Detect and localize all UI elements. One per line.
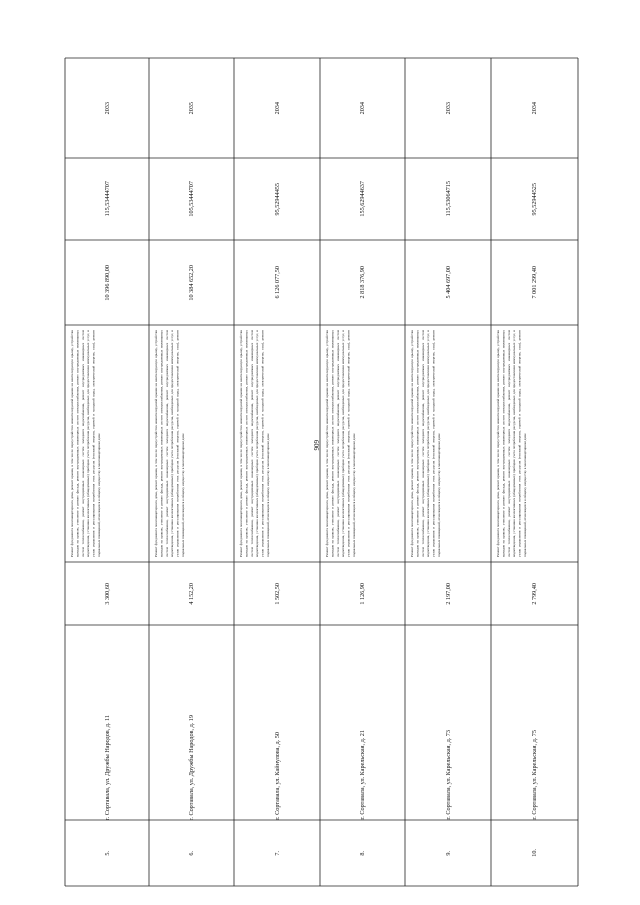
cell-total-cost — [491, 240, 578, 325]
unit-cost-text: 105,53444707 — [188, 181, 195, 217]
cell-row-number — [149, 820, 234, 886]
area-text: 1 126,90 — [359, 582, 366, 605]
cell-address — [320, 625, 405, 820]
cell-total-cost — [234, 240, 320, 325]
cell-area — [491, 562, 578, 625]
year-text: 2033 — [444, 101, 452, 115]
total-cost-text: 10 384 652,20 — [188, 264, 195, 301]
cell-unit-cost — [149, 158, 234, 240]
cell-year — [320, 58, 405, 158]
total-cost-text: 10 396 890,00 — [103, 264, 111, 301]
cell-year — [65, 58, 149, 158]
cell-address — [491, 625, 578, 820]
cell-address — [234, 625, 320, 820]
total-cost-text: 6 126 077,50 — [273, 266, 281, 299]
cell-area — [65, 562, 149, 625]
row-number-text: 6. — [188, 850, 195, 856]
cell-row-number — [65, 820, 149, 886]
cell-row-number — [491, 820, 578, 886]
cell-works-description — [320, 325, 405, 562]
cell-address — [149, 625, 234, 820]
total-cost-text: 2 818 376,90 — [359, 266, 366, 299]
unit-cost-text: 155,62944637 — [359, 181, 366, 217]
cell-unit-cost — [405, 158, 491, 240]
area-text: 3 300,60 — [103, 582, 111, 605]
unit-cost-text: 95,52944455 — [273, 182, 281, 216]
cell-works-description — [65, 325, 149, 562]
year-text: 2035 — [188, 101, 195, 115]
works-description-text: Ремонт фундамента многоквартирного дома, ремонт крыши, в том числе переустройство невентилируемой крыши на вентилируемую крышу, устройство выходов на кровлю, утепление и ремонт фасада, ремонт внутридомовых инженерных систем электроснабжения, ремонт внутридомовых инженерных систем теплоснабжения, ремонт внутридомовых инженерных систем холодного водоснабжения, ремонт внутридомовых инженерных систем водоотведения, установка коллективных (общедомовых) приборов учета потребления ресурсов, необходимых для предоставления коммунальных услуг, и узлов управления и регулирования потребления этих ресурсов (тепловой энергии, горячей и холодной воды, электрической энергии, газа), ремонт подвальных помещений, относящихся к общему имуществу в многоквартирном доме — [154, 330, 186, 557]
cell-year — [491, 58, 578, 158]
address-text: г. Сортавала, ул. Кайнулова, д. 50 — [273, 732, 281, 820]
year-text: 2034 — [531, 101, 538, 115]
year-text: 2033 — [103, 101, 111, 115]
area-text: 4 152,20 — [188, 582, 195, 605]
works-description-text: Ремонт фундамента многоквартирного дома, ремонт крыши, в том числе переустройство невентилируемой крыши на вентилируемую крышу, устройство выходов на кровлю, утепление и ремонт фасада, ремонт внутридомовых инженерных систем электроснабжения, ремонт внутридомовых инженерных систем теплоснабжения, ремонт внутридомовых инженерных систем холодного водоснабжения, ремонт внутридомовых инженерных систем водоотведения, установка коллективных (общедомовых) приборов учета потребления ресурсов, необходимых для предоставления коммунальных услуг, и узлов управления и регулирования потребления этих ресурсов (тепловой энергии, горячей и холодной воды, электрической энергии, газа), ремонт подвальных помещений, относящихся к общему имуществу в многоквартирном доме — [239, 330, 271, 557]
works-description-text: Ремонт фундамента многоквартирного дома, ремонт крыши, в том числе переустройство невентилируемой крыши на вентилируемую крышу, устройство выходов на кровлю, утепление и ремонт фасада, ремонт внутридомовых инженерных систем электроснабжения, ремонт внутридомовых инженерных систем теплоснабжения, ремонт внутридомовых инженерных систем холодного водоснабжения, ремонт внутридомовых инженерных систем водоотведения, установка коллективных (общедомовых) приборов учета потребления ресурсов, необходимых для предоставления коммунальных услуг, и узлов управления и регулирования потребления этих ресурсов (тепловой энергии, горячей и холодной воды, электрической энергии, газа), ремонт подвальных помещений, относящихся к общему имуществу в многоквартирном доме — [496, 330, 528, 557]
cell-total-cost — [320, 240, 405, 325]
page-number: 909 — [313, 440, 321, 451]
cell-area — [405, 562, 491, 625]
address-text: г. Сортавала, ул. Карельская, д. 21 — [359, 730, 366, 820]
cell-row-number — [320, 820, 405, 886]
year-text: 2034 — [273, 101, 281, 115]
area-text: 2 197,00 — [444, 582, 452, 605]
cell-total-cost — [405, 240, 491, 325]
address-text: г. Сортавала, ул. Карельская, д. 75 — [531, 730, 538, 820]
cell-works-description — [234, 325, 320, 562]
cell-area — [234, 562, 320, 625]
cell-unit-cost — [491, 158, 578, 240]
cell-total-cost — [65, 240, 149, 325]
row-number-text: 7. — [273, 850, 281, 856]
cell-row-number — [234, 820, 320, 886]
cell-unit-cost — [320, 158, 405, 240]
unit-cost-text: 115,53064715 — [444, 181, 452, 217]
cell-works-description — [405, 325, 491, 562]
cell-unit-cost — [234, 158, 320, 240]
row-number-text: 8. — [359, 850, 366, 856]
works-description-text: Ремонт фундамента многоквартирного дома, ремонт крыши, в том числе переустройство невентилируемой крыши на вентилируемую крышу, устройство выходов на кровлю, утепление и ремонт фасада, ремонт внутридомовых инженерных систем электроснабжения, ремонт внутридомовых инженерных систем теплоснабжения, ремонт внутридомовых инженерных систем холодного водоснабжения, ремонт внутридомовых инженерных систем водоотведения, установка коллективных (общедомовых) приборов учета потребления ресурсов, необходимых для предоставления коммунальных услуг, и узлов управления и регулирования потребления этих ресурсов (тепловой энергии, горячей и холодной воды, электрической энергии, газа), ремонт подвальных помещений, относящихся к общему имуществу в многоквартирном доме — [410, 330, 442, 557]
cell-unit-cost — [65, 158, 149, 240]
area-text: 1 502,50 — [273, 582, 281, 605]
cell-works-description — [149, 325, 234, 562]
total-cost-text: 5 404 697,00 — [444, 266, 452, 299]
works-description-text: Ремонт фундамента многоквартирного дома, ремонт крыши, в том числе переустройство невентилируемой крыши на вентилируемую крышу, устройство выходов на кровлю, утепление и ремонт фасада, ремонт внутридомовых инженерных систем электроснабжения, ремонт внутридомовых инженерных систем теплоснабжения, ремонт внутридомовых инженерных систем холодного водоснабжения, ремонт внутридомовых инженерных систем водоотведения, установка коллективных (общедомовых) приборов учета потребления ресурсов, необходимых для предоставления коммунальных услуг, и узлов управления и регулирования потребления этих ресурсов (тепловой энергии, горячей и холодной воды, электрической энергии, газа), ремонт подвальных помещений, относящихся к общему имуществу в многоквартирном доме — [325, 330, 357, 557]
cell-address — [405, 625, 491, 820]
address-text: г. Сортавала, ул. Дружбы Народов, д. 11 — [103, 714, 111, 820]
total-cost-text: 7 001 299,40 — [531, 266, 538, 299]
works-description-text: Ремонт фундамента многоквартирного дома, ремонт крыши, в том числе переустройство невентилируемой крыши на вентилируемую крышу, устройство выходов на кровлю, утепление и ремонт фасада, ремонт внутридомовых инженерных систем электроснабжения, ремонт внутридомовых инженерных систем теплоснабжения, ремонт внутридомовых инженерных систем холодного водоснабжения, ремонт внутридомовых инженерных систем водоотведения, установка коллективных (общедомовых) приборов учета потребления ресурсов, необходимых для предоставления коммунальных услуг, и узлов управления и регулирования потребления этих ресурсов (тепловой энергии, горячей и холодной воды, электрической энергии, газа), ремонт подвальных помещений, относящихся к общему имуществу в многоквартирном доме — [70, 330, 102, 557]
cell-total-cost — [149, 240, 234, 325]
address-text: г. Сортавала, ул. Карельская, д. 73 — [444, 730, 452, 820]
row-number-text: 9. — [444, 850, 452, 856]
row-number-text: 5. — [103, 850, 111, 856]
cell-year — [234, 58, 320, 158]
cell-address — [65, 625, 149, 820]
cell-year — [405, 58, 491, 158]
year-text: 2034 — [359, 101, 366, 115]
cell-area — [149, 562, 234, 625]
unit-cost-text: 115,53444707 — [103, 181, 111, 217]
area-text: 2 799,40 — [531, 582, 538, 605]
address-text: г. Сортавала, ул. Дружбы Народов, д. 19 — [188, 714, 195, 820]
cell-works-description — [491, 325, 578, 562]
row-number-text: 10. — [531, 849, 538, 857]
unit-cost-text: 95,52944525 — [531, 182, 538, 216]
cell-area — [320, 562, 405, 625]
cell-year — [149, 58, 234, 158]
cell-row-number — [405, 820, 491, 886]
